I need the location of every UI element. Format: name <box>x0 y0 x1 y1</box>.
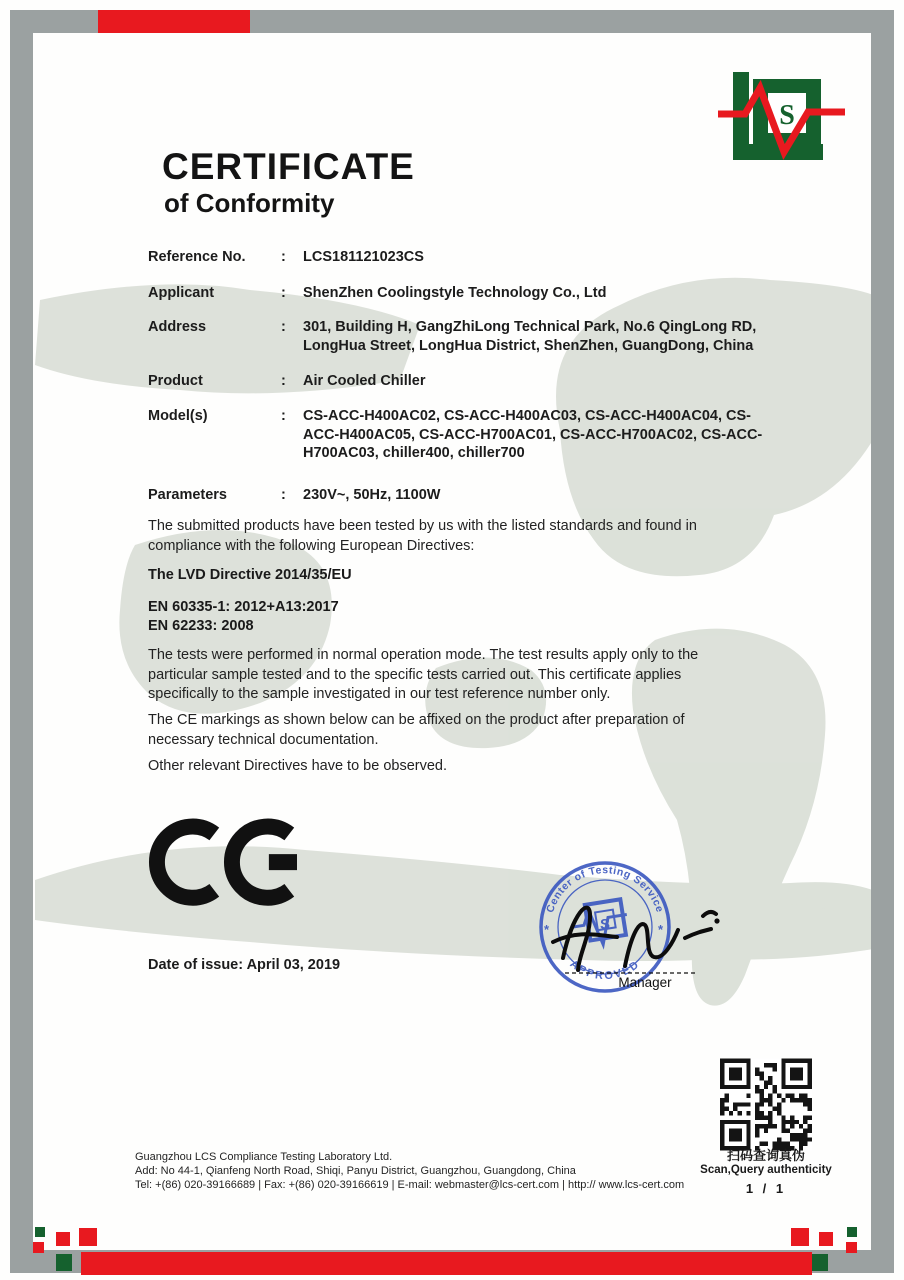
field-row-applicant <box>148 284 781 303</box>
footer-company: Guangzhou LCS Compliance Testing Laboratory Ltd. <box>135 1151 393 1163</box>
field-row-models <box>148 407 773 463</box>
deco-square-green <box>56 1254 72 1271</box>
field-value: LCS181121023CS <box>303 249 424 265</box>
field-value: 230V~, 50Hz, 1100W <box>303 487 441 503</box>
lcs-logo-icon <box>700 62 855 167</box>
field-colon: : <box>281 249 286 265</box>
stamp-ring-top-text: Center of Testing Service <box>544 864 666 915</box>
certificate-subtitle: of Conformity <box>164 188 335 218</box>
tests-paragraph: The tests were performed in normal operation mode. The test results apply only to the particular sample tested and to the specific tests carried out. This certificate applies specifically to the sample investigated in our test reference number only. <box>148 647 699 702</box>
field-label: Address <box>148 319 207 335</box>
intro-paragraph: The submitted products have been tested by us with the listed standards and found in compliance with the following European Directives: <box>148 518 697 554</box>
footer-contacts: Tel: +(86) 020-39166689 | Fax: +(86) 020-39166619 | E-mail: webmaster@lcs-cert.com | http:// www.lcs-cert.com <box>135 1179 685 1191</box>
standards-block <box>148 598 740 635</box>
ce-mark-icon <box>147 815 297 913</box>
footer-address: Add: No 44-1, Qianfeng North Road, Shiqi, Panyu District, Guangzhou, Guangdong, China <box>135 1165 576 1177</box>
field-value: 301, Building H, GangZhiLong Technical Park, No.6 QingLong RD, LongHua Street, LongHua District, ShenZhen, GuangDong, China <box>303 319 757 354</box>
field-label: Model(s) <box>148 408 208 424</box>
field-row-product <box>148 372 781 391</box>
deco-square-green <box>812 1254 828 1271</box>
stamp-asterisk: * <box>544 922 550 937</box>
field-colon: : <box>281 408 286 424</box>
field-colon: : <box>281 285 286 301</box>
field-colon: : <box>281 487 286 503</box>
scan-caption-en: Scan,Query authenticity <box>700 1164 832 1176</box>
standard-line: EN 62233: 2008 <box>148 617 254 634</box>
stamp-center-letter: S <box>599 916 611 933</box>
logo-letter: S <box>779 100 795 131</box>
stamp-asterisk: * <box>658 922 664 937</box>
standard-line: EN 60335-1: 2012+A13:2017 <box>148 599 339 615</box>
scan-caption-cn: 扫码查询真伪 <box>726 1148 805 1163</box>
field-colon: : <box>281 373 286 389</box>
footer-lab-info <box>135 1150 695 1192</box>
field-value: ShenZhen Coolingstyle Technology Co., Ltd <box>303 285 607 301</box>
field-label: Product <box>148 373 203 389</box>
date-of-issue: Date of issue: April 03, 2019 <box>148 957 341 973</box>
stamp-ring-bottom-text: APPROVED <box>567 958 643 983</box>
footer-scan-block <box>690 1148 842 1196</box>
field-label: Reference No. <box>148 249 246 265</box>
qr-code <box>720 1058 812 1151</box>
field-row-address <box>148 318 781 355</box>
certificate-title: CERTIFICATE <box>162 146 415 187</box>
signer-title: Manager <box>618 975 672 990</box>
field-label: Parameters <box>148 487 227 503</box>
directive-line: The LVD Directive 2014/35/EU <box>148 567 352 583</box>
field-value: CS-ACC-H400AC02, CS-ACC-H400AC03, CS-ACC-H400AC04, CS-ACC-H400AC05, CS-ACC-H700AC01, CS-ACC-H700AC02, CS-ACC-H700AC03, chiller400, chiller700 <box>303 408 763 461</box>
field-colon: : <box>281 319 286 335</box>
field-label: Applicant <box>148 285 215 301</box>
field-row-reference <box>148 248 781 267</box>
other-directives-paragraph: Other relevant Directives have to be observed. <box>148 758 448 774</box>
ce-paragraph: The CE markings as shown below can be affixed on the product after preparation of necessary technical documentation. <box>148 712 685 748</box>
page-indicator: 1 / 1 <box>745 1181 787 1196</box>
field-value: Air Cooled Chiller <box>303 373 426 389</box>
signature <box>545 880 725 990</box>
field-row-parameters <box>148 486 781 505</box>
